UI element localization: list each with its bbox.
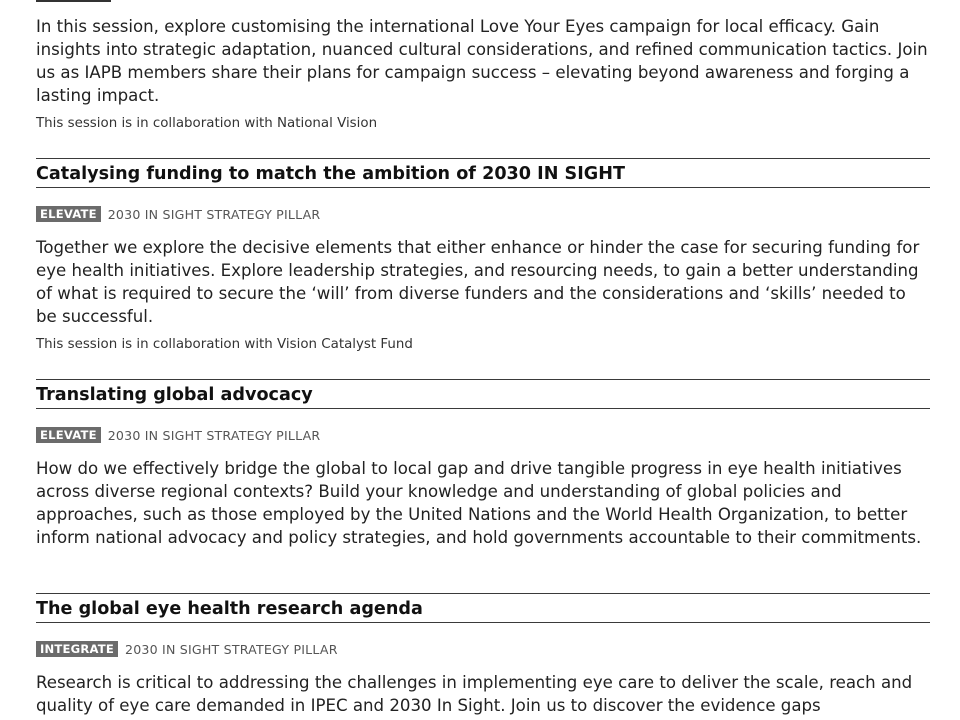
session-body [36, 671, 930, 717]
session-pillar-row [36, 426, 320, 444]
session-collaboration-note: This session is in collaboration with Vision Catalyst Fund [36, 337, 413, 352]
session-description: Together we explore the decisive elements that either enhance or hinder the case for securing funding for eye health initiatives. Explore leadership strategies, and resourcing needs, to gain a better understanding of what is required to secure the ‘will’ from diverse funders and the considerations and ‘skills’ needed to be successful. [36, 238, 920, 326]
session-description: In this session, explore customising the international Love Your Eyes campaign for local efficacy. Gain insights into strategic adaptation, nuanced cultural considerations, and refined communication tactics. Join us as IAPB members share their plans for campaign success – elevating beyond awareness and forging a lasting impact. [36, 17, 928, 105]
session-body [36, 236, 930, 354]
session-collaboration-note: This session is in collaboration with National Vision [36, 116, 378, 131]
pillar-label: 2030 IN SIGHT STRATEGY PILLAR [125, 641, 338, 657]
pillar-label: 2030 IN SIGHT STRATEGY PILLAR [107, 206, 321, 222]
session-description: How do we effectively bridge the global to local gap and drive tangible progress in eye health initiatives across diverse regional contexts? Build your knowledge and understanding of global policies and approaches, such as those employed by the United Nations and the World Health Organization, to better inform national advocacy and policy strategies, and hold governments accountable to their commitments. [36, 459, 922, 547]
session-intro [36, 15, 930, 133]
pillar-badge: ELEVATE [36, 427, 101, 443]
session-pillar-row [36, 205, 320, 223]
pillar-badge: ELEVATE [36, 206, 101, 222]
session-title: The global eye health research agenda [36, 599, 423, 619]
pillar-label: 2030 IN SIGHT STRATEGY PILLAR [107, 427, 321, 443]
session-title-block [36, 158, 930, 188]
session-title: Catalysing funding to match the ambition of 2030 IN SIGHT [36, 164, 625, 184]
session-title: Translating global advocacy [36, 385, 313, 405]
session-pillar-row [36, 640, 338, 658]
session-title-block [36, 593, 930, 623]
session-title-block [36, 379, 930, 409]
pillar-badge: INTEGRATE [36, 641, 118, 657]
session-description: Research is critical to addressing the challenges in implementing eye care to deliver the scale, reach and quality of eye care demanded in IPEC and 2030 In Sight. Join us to discover the evidence gaps [36, 673, 913, 715]
section-divider [36, 0, 111, 2]
session-body [36, 457, 930, 549]
